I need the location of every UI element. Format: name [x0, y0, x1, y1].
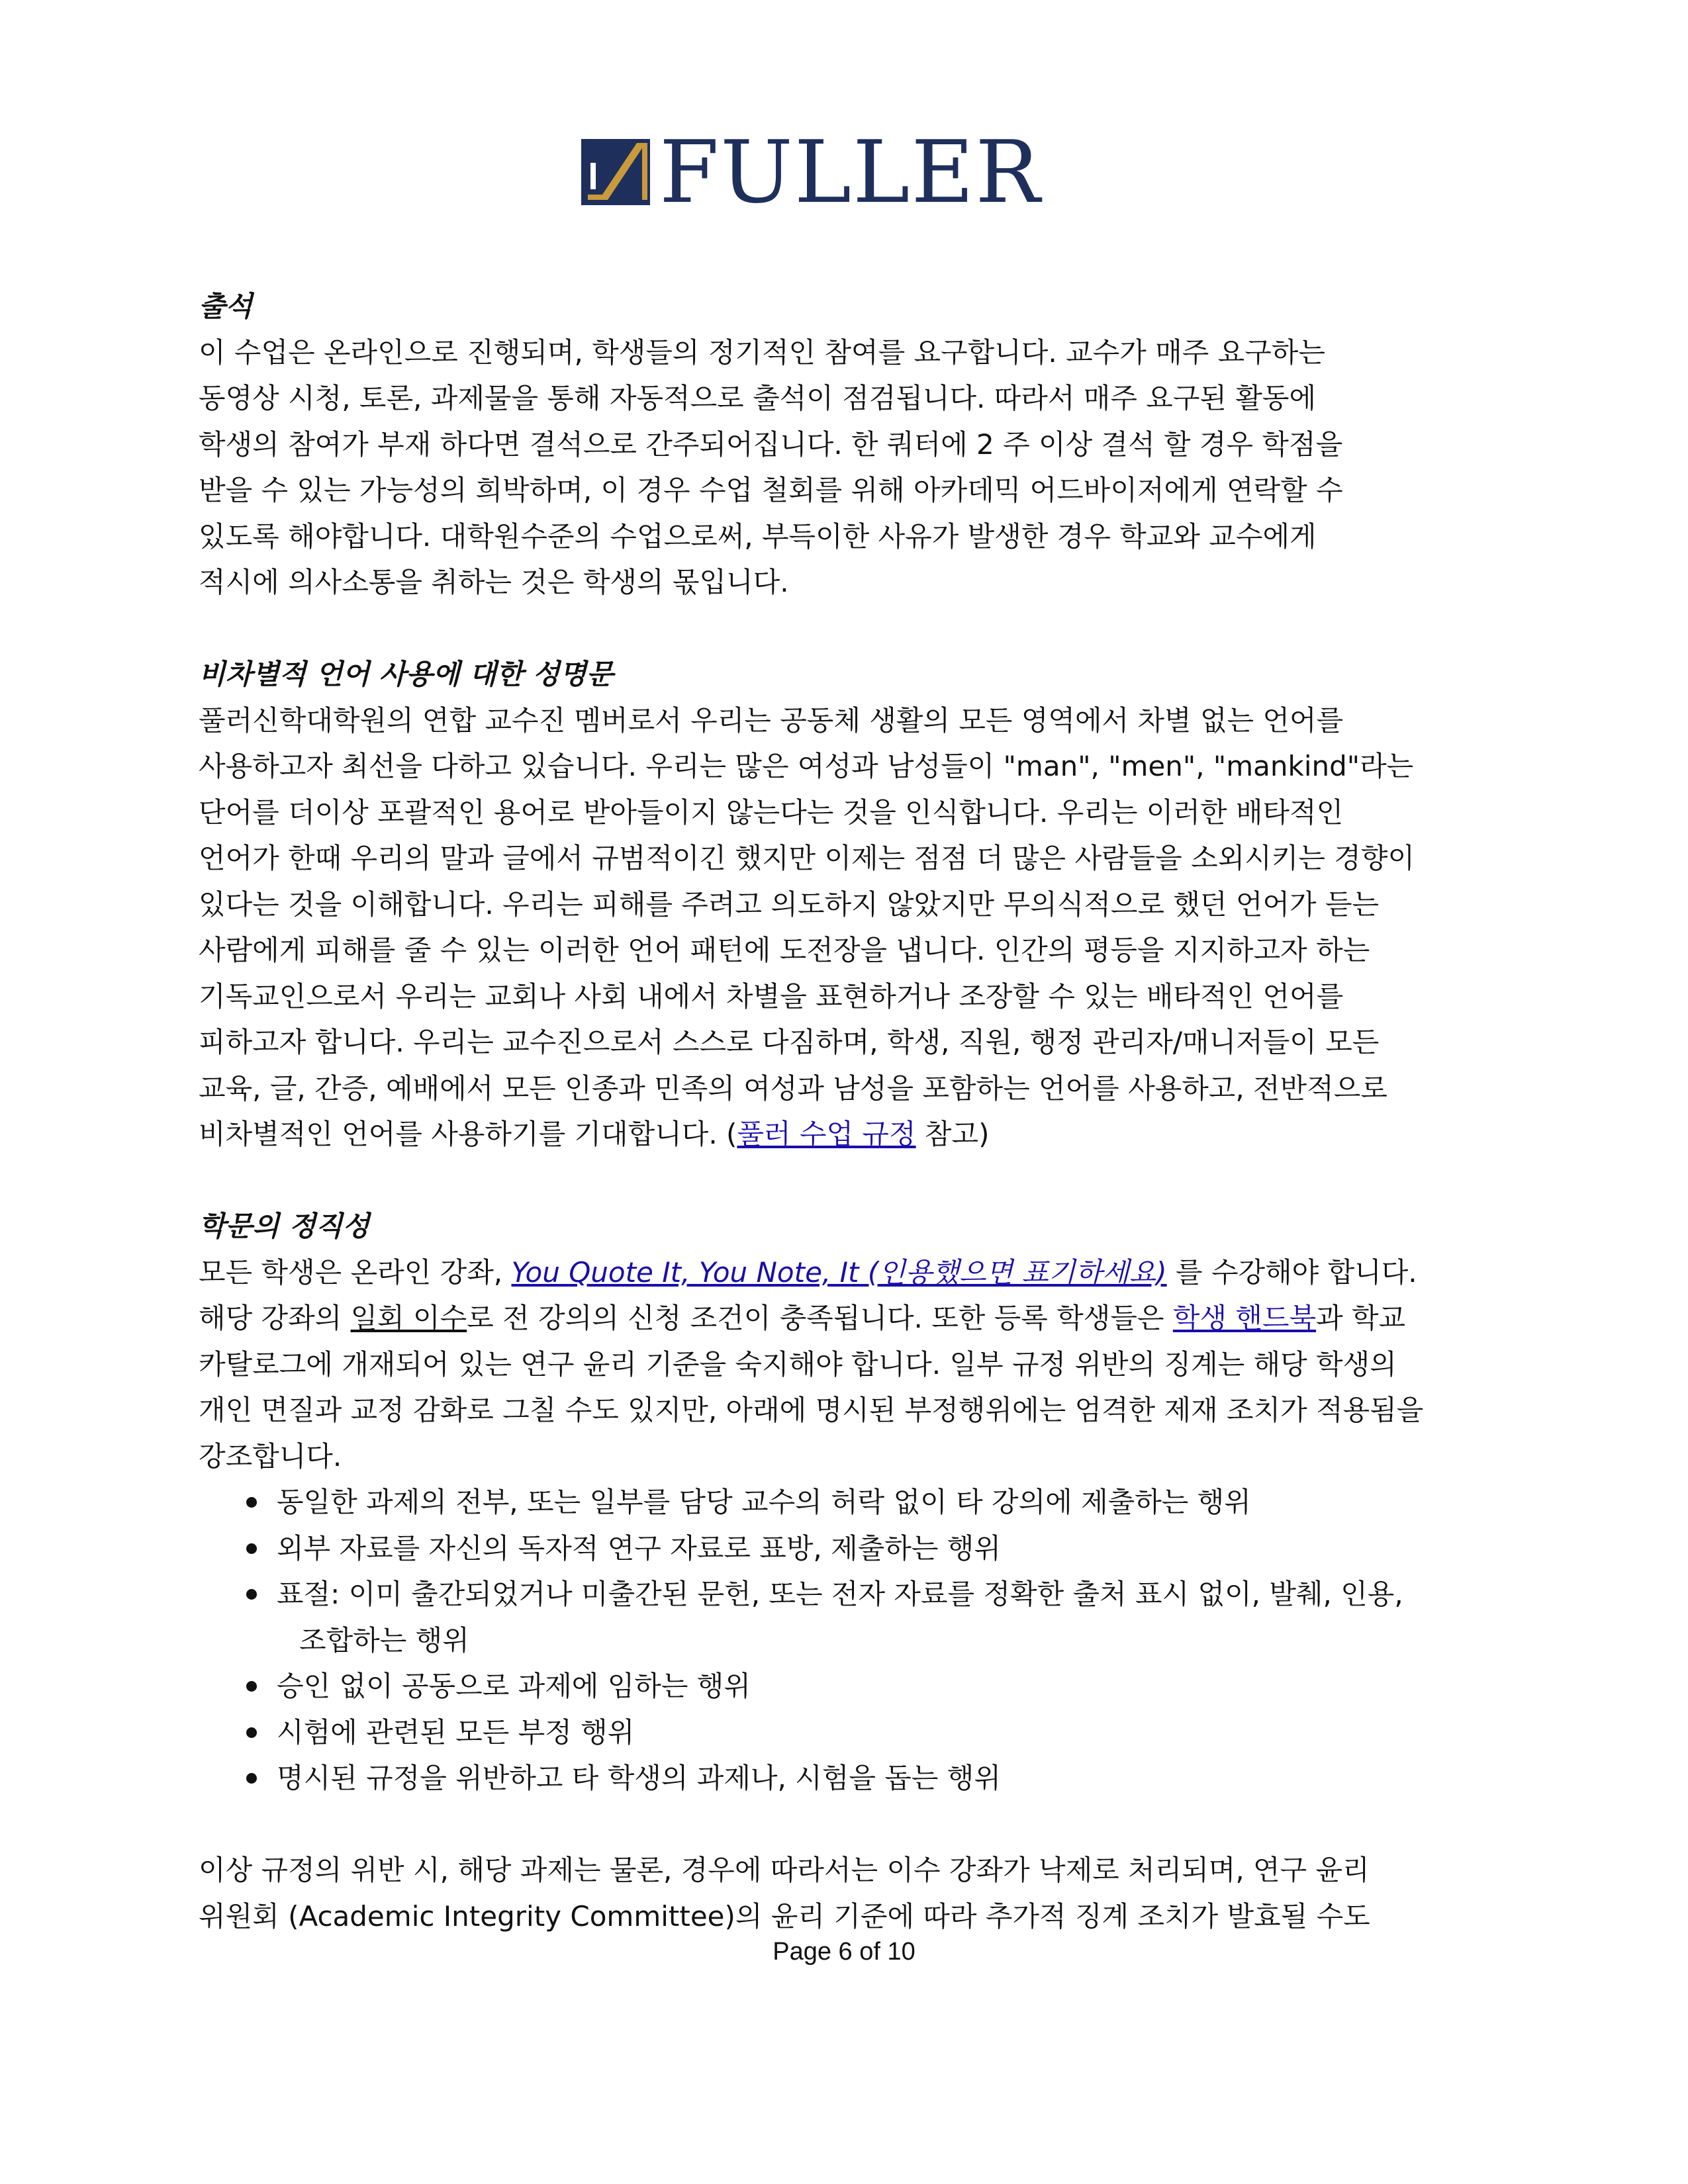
you-quote-it-course-link[interactable]: You Quote It, You Note, It (인용했으면 표기하세요) [511, 1255, 1167, 1289]
list-item: 시험에 관련된 모든 부정 행위 [199, 1709, 1489, 1756]
attendance-line: 동영상 시청, 토론, 과제물을 통해 자동적으로 출석이 점검됩니다. 따라서 매주 요구된 활동에 [199, 382, 1317, 414]
list-item: 승인 없이 공동으로 과제에 임하는 행위 [199, 1663, 1489, 1709]
attendance-line: 학생의 참여가 부재 하다면 결석으로 간주되어집니다. 한 쿼터에 2 주 이상 결석 할 경우 학점을 [199, 428, 1343, 461]
language-line: 단어를 더이상 포괄적인 용어로 받아들이지 않는다는 것을 인식합니다. 우리는 이러한 배타적인 [199, 796, 1344, 829]
integrity-line: 강조합니다. [199, 1439, 342, 1473]
language-heading: 비차별적 언어 사용에 대한 성명문 [199, 658, 614, 690]
integrity-line: 해당 강좌의 일회 이수로 전 강의의 신청 조건이 충족됩니다. 또한 등록 학생들은 학생 핸드북과 학교 [199, 1302, 1406, 1334]
page-content [199, 283, 1489, 1939]
bullet-icon [246, 1589, 257, 1600]
attendance-line: 받을 수 있는 가능성의 희박하며, 이 경우 수업 철회를 위해 아카데믹 어드바이저에게 연락할 수 [199, 474, 1343, 506]
language-line: 있다는 것을 이해합니다. 우리는 피해를 주려고 의도하지 않았지만 무의식적으로 했던 언어가 듣는 [199, 887, 1380, 921]
language-line: 사용하고자 최선을 다하고 있습니다. 우리는 많은 여성과 남성들이 "man", "men", "mankind"라는 [199, 750, 1414, 782]
language-line: 언어가 한때 우리의 말과 글에서 규범적이긴 했지만 이제는 점점 더 많은 사람들을 소외시키는 경향이 [199, 842, 1415, 874]
bullet-icon [246, 1681, 257, 1692]
bullet-icon [246, 1773, 257, 1784]
bullet-icon [246, 1497, 257, 1508]
attendance-line: 이 수업은 온라인으로 진행되며, 학생들의 정기적인 참여를 요구합니다. 교수가 매주 요구하는 [199, 336, 1325, 369]
bullet-icon [246, 1727, 257, 1738]
language-line: 기독교인으로서 우리는 교회나 사회 내에서 차별을 표현하거나 조장할 수 있는 배타적인 언어를 [199, 979, 1344, 1013]
fuller-logo-text: FULLER [659, 122, 1042, 222]
list-item: 외부 자료를 자신의 독자적 연구 자료로 표방, 제출하는 행위 [199, 1525, 1489, 1572]
integrity-heading: 학문의 정직성 [199, 1210, 370, 1242]
attendance-line: 적시에 의사소통을 취하는 것은 학생의 몫입니다. [199, 566, 789, 598]
violation-list [199, 1479, 1489, 1801]
language-line: 사람에게 피해를 줄 수 있는 이러한 언어 패턴에 도전장을 냅니다. 인간의 평등을 지지하고자 하는 [199, 934, 1370, 966]
list-item: 동일한 과제의 전부, 또는 일부를 담당 교수의 허락 없이 타 강의에 제출하는 행위 [199, 1479, 1489, 1525]
language-line: 피하고자 합니다. 우리는 교수진으로서 스스로 다짐하며, 학생, 직원, 행정 관리자/매니저들이 모든 [199, 1026, 1380, 1058]
list-item: 표절: 이미 출간되었거나 미출간된 문헌, 또는 전자 자료를 정확한 출처 표시 없이, 발췌, 인용, 조합하는 행위 [199, 1571, 1489, 1663]
language-line-last: 비차별적인 언어를 사용하기를 기대합니다. (풀러 수업 규정 참고) [199, 1118, 990, 1150]
language-line: 교육, 글, 간증, 예배에서 모든 인종과 민족의 여성과 남성을 포함하는 언어를 사용하고, 전반적으로 [199, 1071, 1387, 1105]
fuller-logo [581, 122, 1111, 222]
integrity-line: 개인 면질과 교정 감화로 그칠 수도 있지만, 아래에 명시된 부정행위에는 엄격한 제재 조치가 적용됨을 [199, 1394, 1424, 1426]
page-number: Page 6 of 10 [773, 1938, 915, 1966]
fuller-logo-icon [581, 136, 650, 208]
one-time-completion-text: 일회 이수 [350, 1302, 467, 1334]
attendance-heading: 출석 [199, 290, 253, 322]
bullet-icon [246, 1543, 257, 1554]
language-line: 풀러신학대학원의 연합 교수진 멤버로서 우리는 공동체 생활의 모든 영역에서 차별 없는 언어를 [199, 704, 1344, 737]
closing-line: 위원회 (Academic Integrity Committee)의 윤리 기준에 따라 추가적 징계 조치가 발효될 수도 [199, 1899, 1370, 1933]
integrity-line: 카탈로그에 개재되어 있는 연구 윤리 기준을 숙지해야 합니다. 일부 규정 위반의 징계는 해당 학생의 [199, 1347, 1397, 1381]
integrity-line: 모든 학생은 온라인 강좌, You Quote It, You Note, It (인용했으면 표기하세요) 를 수강해야 합니다. [199, 1255, 1417, 1289]
closing-line: 이상 규정의 위반 시, 해당 과제는 물론, 경우에 따라서는 이수 강좌가 낙제로 처리되며, 연구 윤리 [199, 1854, 1370, 1886]
attendance-line: 있도록 해야합니다. 대학원수준의 수업으로써, 부득이한 사유가 발생한 경우 학교와 교수에게 [199, 520, 1317, 553]
fuller-course-policy-link[interactable]: 풀러 수업 규정 [737, 1118, 916, 1150]
student-handbook-link[interactable]: 학생 핸드북 [1172, 1302, 1317, 1334]
list-item: 명시된 규정을 위반하고 타 학생의 과제나, 시험을 돕는 행위 [199, 1755, 1489, 1801]
